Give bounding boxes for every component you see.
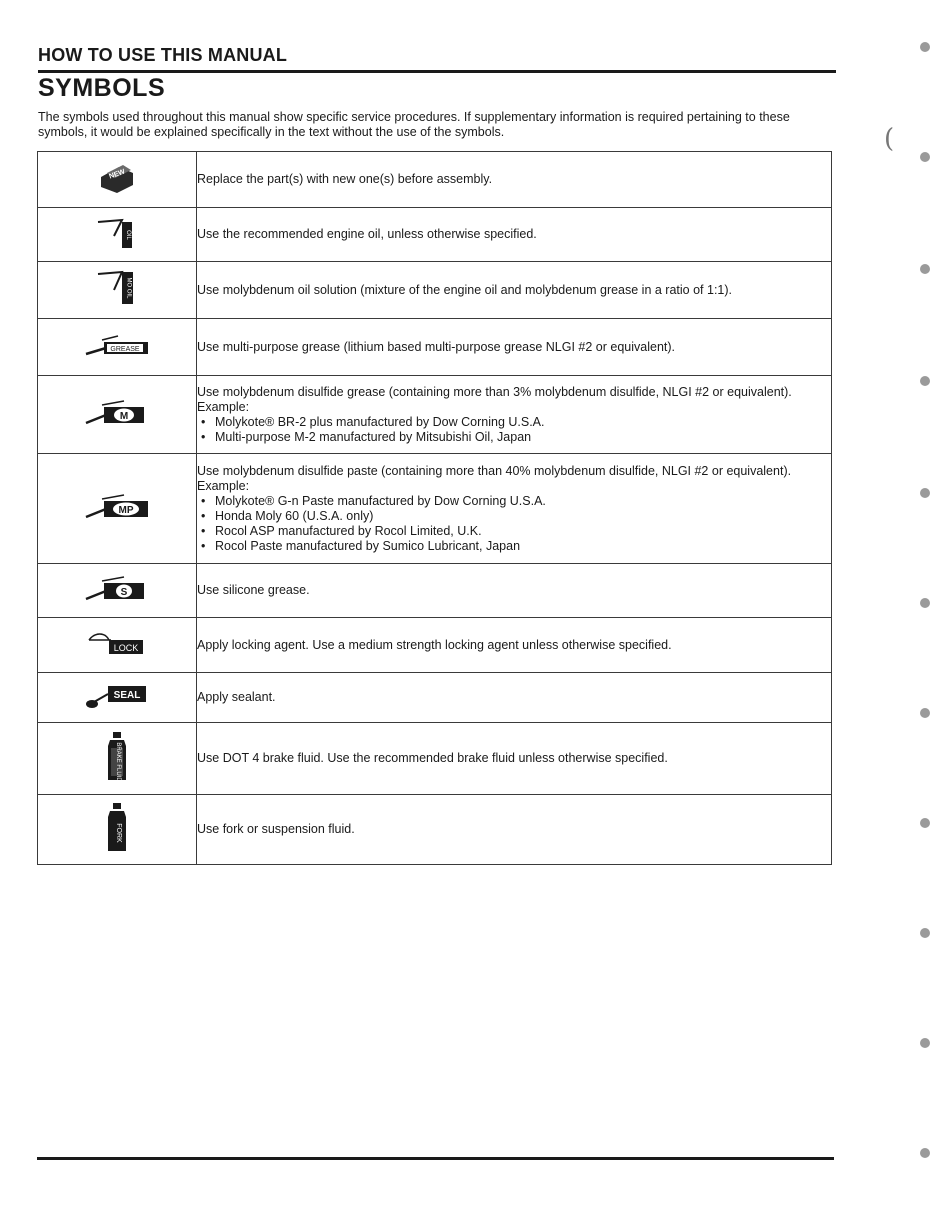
moly-paste-icon-label: MP bbox=[118, 504, 134, 516]
punch-hole bbox=[920, 42, 930, 52]
symbol-description: Apply locking agent. Use a medium strength locking agent unless otherwise specified. bbox=[197, 618, 832, 673]
symbol-description: Use silicone grease. bbox=[197, 564, 832, 618]
symbol-description: Use fork or suspension fluid. bbox=[197, 795, 832, 865]
symbol-row-lock bbox=[38, 618, 832, 673]
section-header bbox=[38, 44, 836, 66]
punch-hole bbox=[920, 928, 930, 938]
punch-hole bbox=[920, 152, 930, 162]
symbol-icon-cell bbox=[38, 319, 197, 376]
symbol-icon-cell bbox=[38, 564, 197, 618]
intro-paragraph: The symbols used throughout this manual show specific service procedures. If supplementary information is required pertaining to these symbols, it would be explained specifically in the text without the use of the symbols. bbox=[38, 110, 790, 139]
example-label: Example: bbox=[197, 478, 250, 493]
symbol-description: Use the recommended engine oil, unless otherwise specified. bbox=[197, 208, 832, 262]
punch-hole bbox=[920, 376, 930, 386]
example-list bbox=[197, 494, 831, 554]
symbol-row-silicone bbox=[38, 564, 832, 618]
symbol-description: Use multi-purpose grease (lithium based multi-purpose grease NLGI #2 or equivalent). bbox=[197, 319, 832, 376]
example-list bbox=[197, 415, 831, 445]
new-icon-label: NEW bbox=[108, 167, 127, 181]
example-item: • Molykote® BR-2 plus manufactured by Dow Corning U.S.A. bbox=[197, 415, 831, 430]
symbol-icon-cell bbox=[38, 454, 197, 564]
symbol-icon-cell bbox=[38, 723, 197, 795]
brake-fluid-icon bbox=[105, 732, 129, 786]
symbol-description: Use molybdenum disulfide paste (containing more than 40% molybdenum disulfide, NLGI #2 or equivalent). bbox=[197, 463, 792, 478]
new-part-icon bbox=[97, 161, 137, 199]
symbol-row-seal bbox=[38, 673, 832, 723]
symbol-row-brake-fluid bbox=[38, 723, 832, 795]
lock-icon-label: LOCK bbox=[113, 643, 139, 653]
moly-oil-icon bbox=[94, 268, 140, 312]
symbol-icon-cell bbox=[38, 795, 197, 865]
symbol-description: Apply sealant. bbox=[197, 673, 832, 723]
symbol-description: Use molybdenum oil solution (mixture of the engine oil and molybdenum grease in a ratio of 1:1). bbox=[197, 262, 832, 319]
symbol-row-oil bbox=[38, 208, 832, 262]
oil-icon-label: OIL bbox=[125, 229, 131, 240]
silicone-icon-label: S bbox=[120, 586, 128, 598]
locking-agent-icon bbox=[87, 630, 147, 660]
grease-icon bbox=[84, 332, 150, 362]
symbol-description: Use molybdenum disulfide grease (containing more than 3% molybdenum disulfide, NLGI #2 or equivalent). bbox=[197, 384, 792, 399]
sealant-icon bbox=[84, 682, 150, 714]
punch-hole bbox=[920, 1038, 930, 1048]
symbols-table bbox=[37, 151, 832, 865]
example-item: • Honda Moly 60 (U.S.A. only) bbox=[197, 509, 831, 524]
symbol-icon-cell bbox=[38, 152, 197, 208]
moly-oil-icon-label: MO OIL bbox=[125, 277, 132, 299]
punch-hole bbox=[920, 1148, 930, 1158]
symbol-icon-cell bbox=[38, 262, 197, 319]
punch-hole bbox=[920, 488, 930, 498]
punch-hole bbox=[920, 264, 930, 274]
engine-oil-icon bbox=[94, 216, 140, 254]
symbol-icon-cell bbox=[38, 376, 197, 454]
punch-hole bbox=[920, 598, 930, 608]
symbol-description-cell bbox=[197, 454, 832, 564]
example-label: Example: bbox=[197, 399, 250, 414]
example-item: • Multi-purpose M-2 manufactured by Mitsubishi Oil, Japan bbox=[197, 430, 831, 445]
section-heading: HOW TO USE THIS MANUAL bbox=[38, 45, 288, 65]
moly-paste-icon bbox=[84, 493, 150, 525]
brake-fluid-icon-label: BRAKE FLUID bbox=[115, 741, 121, 782]
page-title: SYMBOLS bbox=[38, 74, 166, 102]
symbol-icon-cell bbox=[38, 208, 197, 262]
symbol-icon-cell bbox=[38, 673, 197, 723]
scan-mark: ( bbox=[884, 124, 895, 154]
moly-grease-icon-label: M bbox=[119, 410, 129, 422]
punch-hole bbox=[920, 708, 930, 718]
example-item: • Rocol ASP manufactured by Rocol Limited, U.K. bbox=[197, 524, 831, 539]
symbol-row-new bbox=[38, 152, 832, 208]
grease-icon-label: GREASE bbox=[110, 346, 140, 353]
footer-rule bbox=[37, 1157, 834, 1160]
symbol-row-moly-paste bbox=[38, 454, 832, 564]
example-item: • Molykote® G-n Paste manufactured by Dow Corning U.S.A. bbox=[197, 494, 831, 509]
fork-icon-label: FORK bbox=[115, 822, 122, 843]
fork-fluid-icon bbox=[105, 803, 129, 857]
symbol-description: Replace the part(s) with new one(s) before assembly. bbox=[197, 152, 832, 208]
seal-icon-label: SEAL bbox=[113, 689, 141, 701]
symbol-row-moly-grease bbox=[38, 376, 832, 454]
symbol-description-cell bbox=[197, 376, 832, 454]
symbol-icon-cell bbox=[38, 618, 197, 673]
symbol-row-moly-oil bbox=[38, 262, 832, 319]
example-item: • Rocol Paste manufactured by Sumico Lubricant, Japan bbox=[197, 539, 831, 554]
symbol-description: Use DOT 4 brake fluid. Use the recommended brake fluid unless otherwise specified. bbox=[197, 723, 832, 795]
symbol-row-grease bbox=[38, 319, 832, 376]
silicone-grease-icon bbox=[84, 575, 150, 607]
symbol-row-fork-fluid bbox=[38, 795, 832, 865]
moly-grease-icon bbox=[84, 399, 150, 431]
punch-hole bbox=[920, 818, 930, 828]
